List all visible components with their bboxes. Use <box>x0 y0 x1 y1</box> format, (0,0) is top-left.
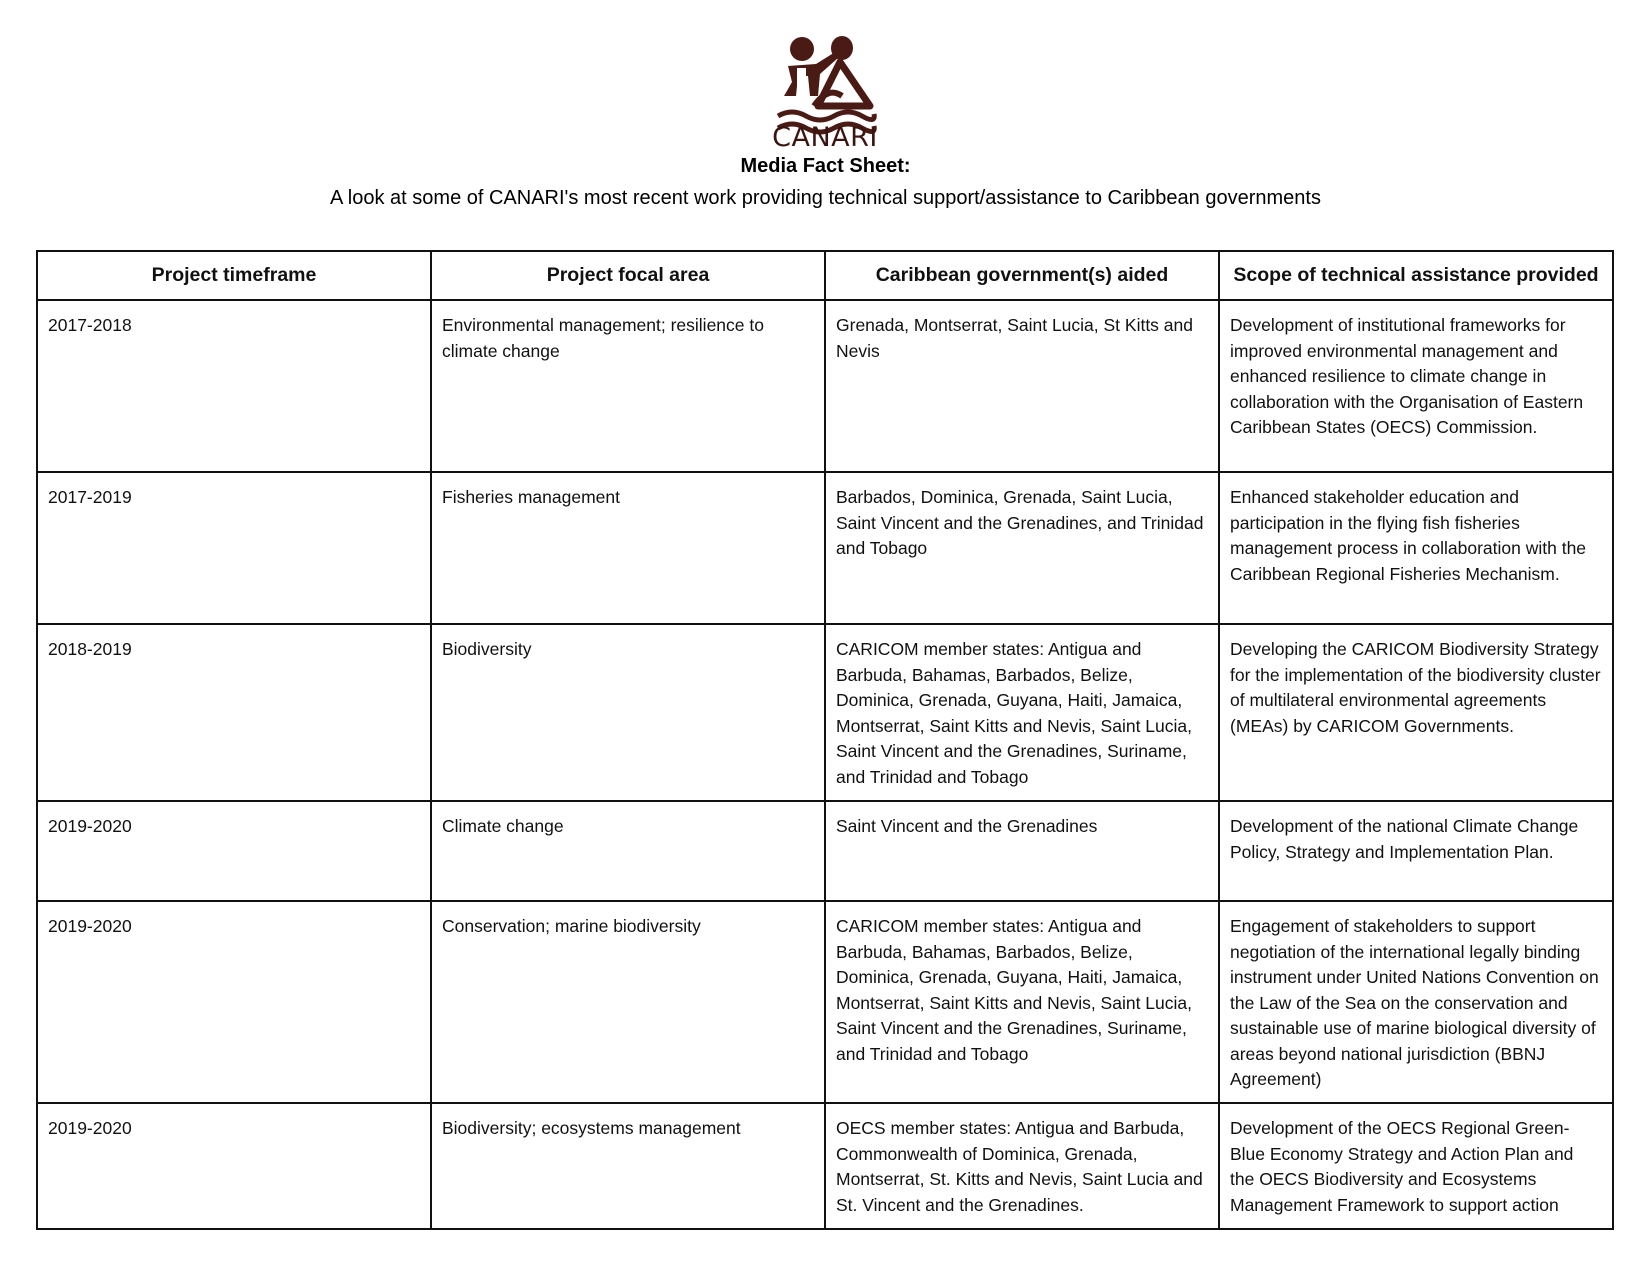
cell-timeframe: 2019-2020 <box>37 801 431 901</box>
cell-governments: CARICOM member states: Antigua and Barbuda, Bahamas, Barbados, Belize, Dominica, Grenada, Guyana, Haiti, Jamaica, Montserrat, Saint Kitts and Nevis, Saint Lucia, Saint Vincent and the Grenadines, Suriname, and Trinidad and Tobago <box>825 901 1219 1103</box>
cell-scope: Development of the national Climate Change Policy, Strategy and Implementation Plan. <box>1219 801 1613 901</box>
cell-focal-area: Environmental management; resilience to climate change <box>431 300 825 472</box>
table-row <box>37 472 1613 624</box>
cell-scope: Developing the CARICOM Biodiversity Strategy for the implementation of the biodiversity cluster of multilateral environmental agreements (MEAs) by CARICOM Governments. <box>1219 624 1613 801</box>
cell-timeframe: 2017-2019 <box>37 472 431 624</box>
cell-governments: CARICOM member states: Antigua and Barbuda, Bahamas, Barbados, Belize, Dominica, Grenada, Guyana, Haiti, Jamaica, Montserrat, Saint Kitts and Nevis, Saint Lucia, Saint Vincent and the Grenadines, Suriname, and Trinidad and Tobago <box>825 624 1219 801</box>
table-row <box>37 300 1613 472</box>
page-title: Media Fact Sheet: <box>740 155 911 177</box>
cell-timeframe: 2019-2020 <box>37 1103 431 1229</box>
table-header-row <box>37 251 1613 300</box>
projects-table <box>36 250 1614 1230</box>
column-header-timeframe: Project timeframe <box>37 251 431 300</box>
cell-governments: Saint Vincent and the Grenadines <box>825 801 1219 901</box>
table-row <box>37 801 1613 901</box>
cell-timeframe: 2018-2019 <box>37 624 431 801</box>
cell-governments: OECS member states: Antigua and Barbuda, Commonwealth of Dominica, Grenada, Montserrat, St. Kitts and Nevis, Saint Lucia and St. Vincent and the Grenadines. <box>825 1103 1219 1229</box>
cell-focal-area: Biodiversity <box>431 624 825 801</box>
cell-scope: Development of institutional frameworks for improved environmental management and enhanced resilience to climate change in collaboration with the Organisation of Eastern Caribbean States (OECS) Commission. <box>1219 300 1613 472</box>
cell-governments: Barbados, Dominica, Grenada, Saint Lucia, Saint Vincent and the Grenadines, and Trinidad and Tobago <box>825 472 1219 624</box>
logo-wordmark: CANARI <box>772 122 878 153</box>
page-subtitle: A look at some of CANARI's most recent work providing technical support/assistance to Caribbean governments <box>330 187 1321 209</box>
table-row <box>37 901 1613 1103</box>
cell-scope: Enhanced stakeholder education and participation in the flying fish fisheries management process in collaboration with the Caribbean Regional Fisheries Mechanism. <box>1219 472 1613 624</box>
cell-scope: Development of the OECS Regional Green-Blue Economy Strategy and Action Plan and the OECS Biodiversity and Ecosystems Management Framework to support action <box>1219 1103 1613 1229</box>
cell-focal-area: Climate change <box>431 801 825 901</box>
table-row <box>37 1103 1613 1229</box>
column-header-scope: Scope of technical assistance provided <box>1219 251 1613 300</box>
column-header-governments: Caribbean government(s) aided <box>825 251 1219 300</box>
column-header-focal-area: Project focal area <box>431 251 825 300</box>
table-row <box>37 624 1613 801</box>
cell-scope: Engagement of stakeholders to support negotiation of the international legally binding instrument under United Nations Convention on the Law of the Sea on the conservation and sustainable use of marine biological diversity of areas beyond national jurisdiction (BBNJ Agreement) <box>1219 901 1613 1103</box>
cell-timeframe: 2019-2020 <box>37 901 431 1103</box>
cell-timeframe: 2017-2018 <box>37 300 431 472</box>
cell-focal-area: Conservation; marine biodiversity <box>431 901 825 1103</box>
cell-governments: Grenada, Montserrat, Saint Lucia, St Kitts and Nevis <box>825 300 1219 472</box>
cell-focal-area: Biodiversity; ecosystems management <box>431 1103 825 1229</box>
cell-focal-area: Fisheries management <box>431 472 825 624</box>
